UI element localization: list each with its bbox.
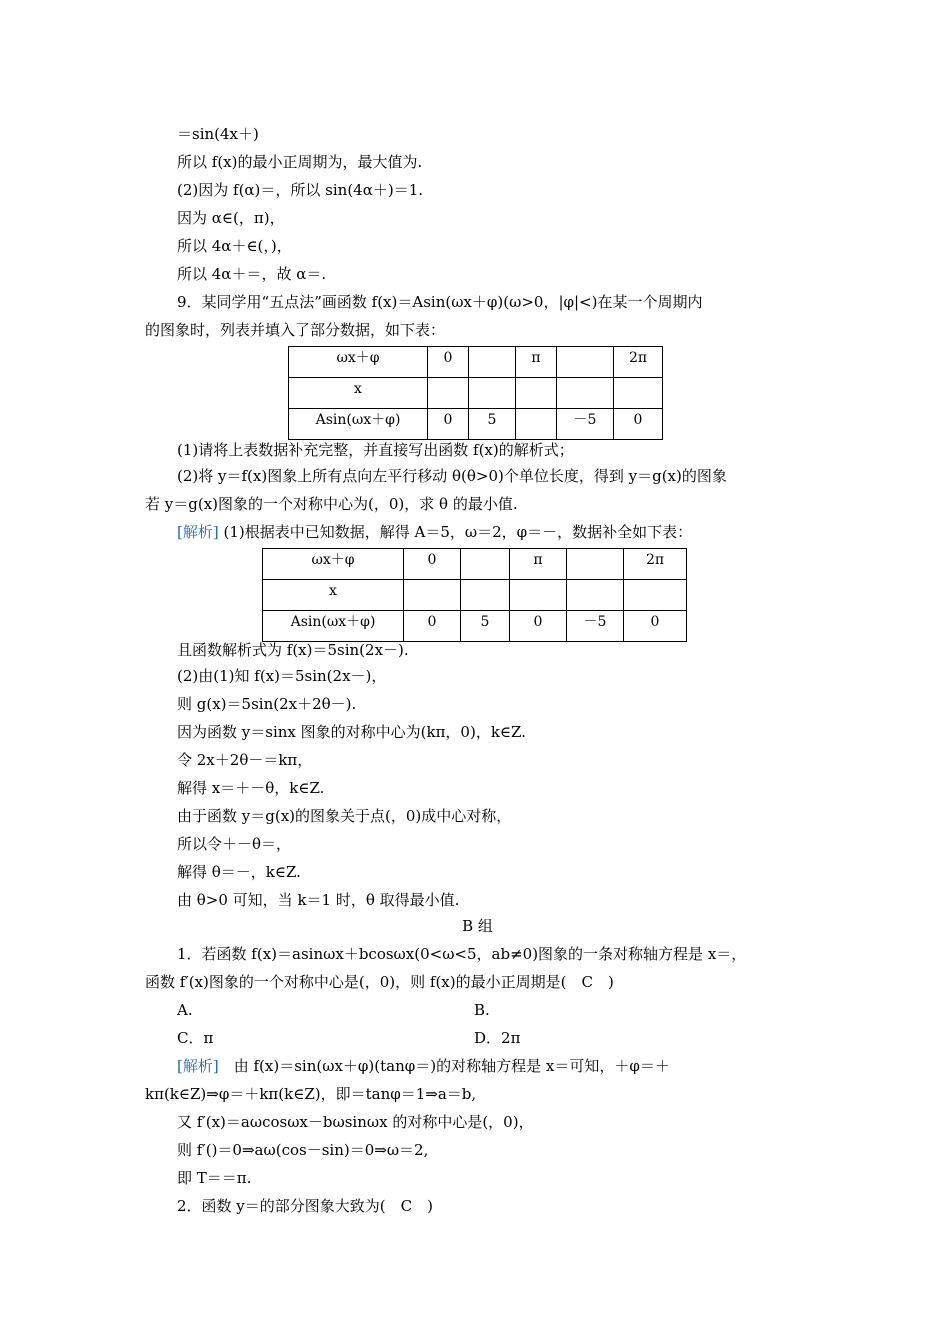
table-cell: π xyxy=(510,549,567,580)
text-line: 的图象时，列表并填入了部分数据，如下表： xyxy=(145,321,446,339)
question-9-stem: 9．某同学用“五点法”画函数 f(x)＝Asin(ωx＋φ)(ω>0，|φ|<)在某一个周期内 xyxy=(177,293,703,311)
table-cell xyxy=(516,409,557,440)
text-line: 且函数解析式为 f(x)＝5sin(2x－). xyxy=(177,641,409,659)
five-point-table-question xyxy=(288,346,663,440)
table-row xyxy=(263,549,687,580)
table-cell: ωx＋φ xyxy=(263,549,404,580)
text-line: 因为函数 y＝sinx 图象的对称中心为(kπ，0)，k∈Z. xyxy=(177,723,526,741)
text-line: 则 g(x)＝5sin(2x＋2θ－). xyxy=(177,695,357,713)
text-line: 解得 x＝＋－θ，k∈Z. xyxy=(177,779,325,797)
table-cell xyxy=(624,580,687,611)
table-cell: 0 xyxy=(404,611,461,642)
table-cell: π xyxy=(516,347,557,378)
analysis-tag: [解析] xyxy=(177,1057,219,1075)
text-line: ＝sin(4x＋) xyxy=(177,125,259,143)
table-cell: x xyxy=(263,580,404,611)
table-cell: 2π xyxy=(614,347,663,378)
five-point-table-answer xyxy=(262,548,687,642)
table-cell: 5 xyxy=(461,611,510,642)
text-line: (2)由(1)知 f(x)＝5sin(2x－)， xyxy=(177,667,387,685)
text-line: 所以 f(x)的最小正周期为，最大值为. xyxy=(177,153,423,171)
table-cell: －5 xyxy=(557,409,614,440)
table-cell: x xyxy=(289,378,428,409)
analysis-tag: [解析] xyxy=(177,523,219,541)
table-cell xyxy=(510,580,567,611)
table-cell xyxy=(614,378,663,409)
table-row xyxy=(289,347,663,378)
table-cell xyxy=(557,378,614,409)
analysis-text: 由 f(x)＝sin(ωx＋φ)(tanφ＝)的对称轴方程是 x＝可知，＋φ＝＋ xyxy=(218,1057,670,1075)
text-line: 所以 4α＋∈(，)， xyxy=(177,237,292,255)
text-line: (1)请将上表数据补充完整，并直接写出函数 f(x)的解析式； xyxy=(177,441,574,459)
text-line: 函数 f′(x)图象的一个对称中心是(，0)，则 f(x)的最小正周期是( C ) xyxy=(145,973,614,991)
question-1-stem: 1．若函数 f(x)＝asinωx＋bcosωx(0<ω<5，ab≠0)图象的一条对称轴方程是 x＝， xyxy=(177,945,747,963)
table-cell: 0 xyxy=(624,611,687,642)
table-row xyxy=(263,611,687,642)
table-cell: －5 xyxy=(567,611,624,642)
text-line: 解得 θ＝－，k∈Z. xyxy=(177,863,301,881)
text-line: 所以 4α＋＝，故 α＝. xyxy=(177,265,327,283)
section-heading: B 组 xyxy=(462,917,493,935)
table-cell: ωx＋φ xyxy=(289,347,428,378)
option-a: A. xyxy=(177,1001,193,1019)
table-cell xyxy=(567,580,624,611)
table-cell xyxy=(461,580,510,611)
text-line: 因为 α∈(，π)， xyxy=(177,209,285,227)
text-line: 若 y＝g(x)图象的一个对称中心为(，0)，求 θ 的最小值. xyxy=(145,495,518,513)
text-line: 由 θ>0 可知，当 k＝1 时，θ 取得最小值. xyxy=(177,891,460,909)
table-cell: Asin(ωx＋φ) xyxy=(263,611,404,642)
text-line: kπ(k∈Z)⇒φ＝＋kπ(k∈Z)，即＝tanφ＝1⇒a＝b, xyxy=(145,1085,477,1103)
table-cell: 0 xyxy=(614,409,663,440)
analysis-text: (1)根据表中已知数据，解得 A＝5，ω＝2，φ＝－，数据补全如下表： xyxy=(218,523,693,541)
table-cell: 0 xyxy=(428,347,469,378)
analysis-line xyxy=(177,1056,842,1076)
text-line: 令 2x＋2θ－＝kπ， xyxy=(177,751,313,769)
table-row xyxy=(289,409,663,440)
text-line: 则 f′()＝0⇒aω(cos－sin)＝0⇒ω＝2, xyxy=(177,1141,429,1159)
text-line: 又 f′(x)＝aωcosωx－bωsinωx 的对称中心是(，0)， xyxy=(177,1113,534,1131)
table-cell xyxy=(567,549,624,580)
table-cell: 5 xyxy=(469,409,516,440)
table-cell: 0 xyxy=(404,549,461,580)
option-b: B. xyxy=(474,1001,490,1019)
table-cell: 2π xyxy=(624,549,687,580)
analysis-line xyxy=(177,522,842,542)
table-cell xyxy=(469,347,516,378)
text-line: (2)因为 f(α)＝，所以 sin(4α＋)＝1. xyxy=(177,181,424,199)
table-row xyxy=(263,580,687,611)
table-cell xyxy=(428,378,469,409)
table-cell xyxy=(557,347,614,378)
table-cell xyxy=(404,580,461,611)
table-cell: 0 xyxy=(428,409,469,440)
table-row xyxy=(289,378,663,409)
table-cell xyxy=(461,549,510,580)
text-line: 由于函数 y＝g(x)的图象关于点(，0)成中心对称， xyxy=(177,807,512,825)
table-cell xyxy=(516,378,557,409)
option-c: C．π xyxy=(177,1029,214,1047)
option-d: D．2π xyxy=(474,1029,521,1047)
text-line: (2)将 y＝f(x)图象上所有点向左平行移动 θ(θ>0)个单位长度，得到 y＝g(x)的图象 xyxy=(177,467,727,485)
table-cell: Asin(ωx＋φ) xyxy=(289,409,428,440)
table-cell xyxy=(469,378,516,409)
question-2-stem: 2．函数 y＝的部分图象大致为( C ) xyxy=(177,1197,433,1215)
text-line: 所以令＋－θ＝， xyxy=(177,835,292,853)
text-line: 即 T＝＝π. xyxy=(177,1169,252,1187)
table-cell: 0 xyxy=(510,611,567,642)
